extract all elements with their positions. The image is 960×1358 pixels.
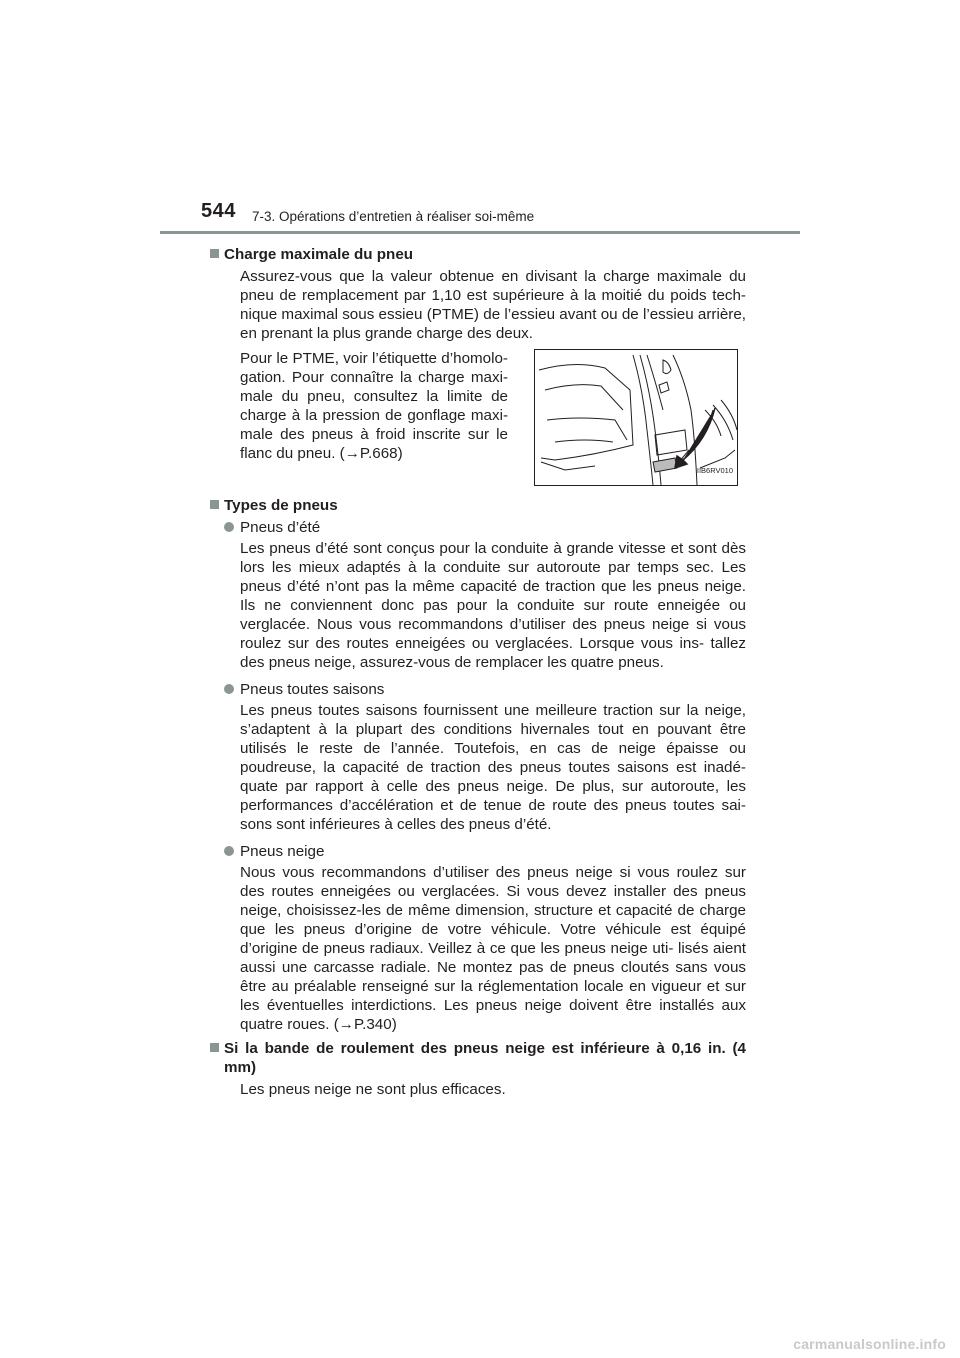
paragraph-bande-de-roulement: Les pneus neige ne sont plus efficaces. (240, 1081, 506, 1098)
heading-text: Si la bande de roulement des pneus neige est inférieure à 0,16 in. (4 mm) (224, 1040, 746, 1076)
header-divider (160, 231, 800, 234)
round-bullet-icon (224, 522, 234, 532)
paragraph-charge: Assurez-vous que la valeur obtenue en divisant la charge maximale du pneu de remplacement par 1,10 est supérieure à la moitié du poids tech- nique maximal sous essieu (PTME) de l’essieu avant ou de l’essieu arrière, en prenant la plus grande charge des deux. (240, 268, 746, 342)
paragraph-pneus-neige: Nous vous recommandons d’utiliser des pneus neige si vous roulez sur des routes enneigées ou verglacées. Si vous devez installer des pneus neige, choisissez-les de même dimension, structure et capacité de charge que les pneus d’origine de votre véhicule. Votre véhicule est équipé d’origine de pneus radiaux. Veillez à ce que les pneus neige uti- lisés aient aussi une carcasse radiale. Ne montez pas de pneus cloutés sans vous être au préalable renseigné sur la réglementation locale en vigueur et sur les éventuelles interdictions. Les pneus neige doivent être installés aux quatre roues. (→P.340) (240, 864, 746, 1033)
paragraph-ptme: Pour le PTME, voir l’étiquette d’homolo- gation. Pour connaître la charge maxi- male du pneu, consultez la limite de charge à la pression de gonflage maxi- male des pneus à froid inscrite sur le flanc du pneu. (→P.668) (240, 350, 508, 462)
figure-row (240, 349, 746, 486)
watermark: carmanualsonline.info (793, 1336, 946, 1352)
square-bullet-icon (210, 500, 219, 509)
square-bullet-icon (210, 249, 219, 258)
figure-code: IIB6RV010 (696, 466, 733, 475)
certification-label-illustration (534, 349, 738, 486)
bullet-label: Pneus d’été (240, 519, 321, 536)
bullet-label: Pneus toutes saisons (240, 681, 385, 698)
square-bullet-icon (210, 1043, 219, 1052)
paragraph-pneus-ete: Les pneus d’été sont conçus pour la conduite à grande vitesse et sont dès lors les mieux adaptés à la conduite sur autoroute par temps sec. Les pneus d’été n’ont pas la même capacité de traction que les pneus neige. Ils ne conviennent donc pas pour la conduite sur route enneigée ou verglacée. Nous vous recommandons d’utiliser des pneus neige si vous roulez sur des routes enneigées ou verglacées. Lorsque vous ins- tallez des pneus neige, assurez-vous de remplacer les quatre pneus. (240, 540, 746, 671)
bullet-pneus-neige (224, 842, 746, 861)
round-bullet-icon (224, 684, 234, 694)
heading-types-de-pneus (210, 496, 746, 515)
heading-charge-maximale (210, 245, 746, 264)
page-content (210, 245, 746, 1099)
heading-text: Charge maximale du pneu (224, 246, 414, 263)
page-number: 544 (201, 200, 236, 222)
bullet-pneus-ete (224, 518, 746, 537)
section-title: 7-3. Opérations d’entretien à réaliser soi-même (252, 209, 535, 224)
bullet-pneus-toutes-saisons (224, 680, 746, 699)
heading-bande-de-roulement (210, 1039, 746, 1077)
heading-text: Types de pneus (224, 497, 338, 514)
paragraph-pneus-toutes-saisons: Les pneus toutes saisons fournissent une meilleure traction sur la neige, s’adaptent à la plupart des conditions hivernales tout en pouvant être utilisés le reste de l’année. Toutefois, en cas de neige épaisse ou poudreuse, la capacité de traction des pneus toutes saisons est inadé- quate par rapport à celle des pneus neige. De plus, sur autoroute, les performances d’accélération et de tenue de route des pneus toutes sai- sons sont inférieures à celles des pneus d’été. (240, 702, 746, 833)
round-bullet-icon (224, 846, 234, 856)
bullet-label: Pneus neige (240, 843, 325, 860)
